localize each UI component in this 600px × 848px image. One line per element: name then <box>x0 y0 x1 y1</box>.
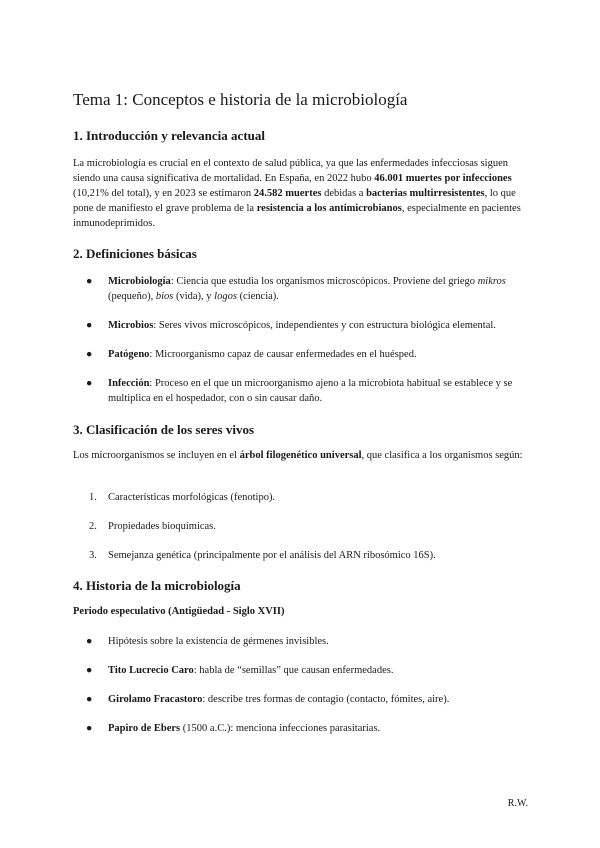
text-run: (vida), y <box>173 291 215 302</box>
section-3-heading: 3. Clasificación de los seres vivos <box>73 422 255 437</box>
text-run: (1500 a.C.): menciona infecciones parasitarias. <box>180 723 381 734</box>
text-run: (pequeño), <box>108 291 156 302</box>
text-run: , que clasifica a los organismos según: <box>361 450 523 461</box>
bold-run: bacterias multirresistentes <box>366 188 485 199</box>
page-footer-initials: R.W. <box>507 798 528 809</box>
section-1-paragraph <box>73 156 528 231</box>
text-run: : describe tres formas de contagio (contacto, fómites, aire). <box>202 694 450 705</box>
text-run: (10,21% del total), y en 2023 se estimaron <box>73 188 254 199</box>
section-3-paragraph <box>73 448 528 463</box>
section-2-heading: 2. Definiciones básicas <box>73 246 197 261</box>
bullet-icon: ● <box>86 636 93 647</box>
section-4-subheading: Periodo especulativo (Antigüedad - Siglo XVII) <box>73 606 285 617</box>
bullet-icon: ● <box>86 723 93 734</box>
term: Papiro de Ebers <box>108 723 181 734</box>
item-number: 1. <box>89 492 97 503</box>
history-text <box>108 721 533 736</box>
text-run: : Proceso en el que un microorganismo ajeno a la microbiota habitual se establece y se multiplica en el hospedador, con o sin causar daño. <box>108 378 513 404</box>
bold-run: resistencia a los antimicrobianos <box>256 203 402 214</box>
item-text: Características morfológicas (fenotipo). <box>108 492 276 503</box>
italic-run: bios <box>155 291 174 302</box>
bold-run: 24.582 muertes <box>253 188 322 199</box>
text-run: : Microorganismo capaz de causar enfermedades en el huésped. <box>149 349 417 360</box>
definition-text <box>108 376 533 406</box>
term: Microbios <box>108 320 154 331</box>
bullet-icon: ● <box>86 276 93 287</box>
bold-run: árbol filogenético universal <box>239 450 362 461</box>
term: Patógeno <box>108 349 150 360</box>
bold-run: 46.001 muertes por infecciones <box>374 173 512 184</box>
term: Microbiología <box>108 276 171 287</box>
text-run: : Seres vivos microscópicos, independientes y con estructura biológica elemental. <box>153 320 496 331</box>
bullet-icon: ● <box>86 694 93 705</box>
text-run: , especialmente en pacientes inmunodeprimidos. <box>73 203 521 229</box>
text-run: La microbiología es crucial en el contexto de salud pública, ya que las enfermedades infecciosas siguen siendo una causa significativa de mortalidad. En España, en 2022 hubo <box>73 158 509 184</box>
text-run: : Ciencia que estudia los organismos microscópicos. Proviene del griego <box>170 276 478 287</box>
definition-text <box>108 318 533 333</box>
term: Girolamo Fracastoro <box>108 694 203 705</box>
section-4-heading: 4. Historia de la microbiología <box>73 578 241 593</box>
text-run: Los microorganismos se incluyen en el <box>73 450 240 461</box>
history-text <box>108 692 533 707</box>
definition-text <box>108 347 533 362</box>
text-run: (ciencia). <box>236 291 279 302</box>
bullet-icon: ● <box>86 349 93 360</box>
definition-text <box>108 274 533 304</box>
item-text: Semejanza genética (principalmente por el análisis del ARN ribosómico 16S). <box>108 550 436 561</box>
text-run: , lo que pone de manifiesto el grave problema de la <box>73 188 516 214</box>
section-1-heading: 1. Introducción y relevancia actual <box>73 128 265 143</box>
item-number: 3. <box>89 550 97 561</box>
italic-run: logos <box>214 291 237 302</box>
history-text: Hipótesis sobre la existencia de gérmenes invisibles. <box>108 636 329 647</box>
item-number: 2. <box>89 521 97 532</box>
item-text: Propiedades bioquímicas. <box>108 521 216 532</box>
italic-run: mikros <box>477 276 506 287</box>
bullet-icon: ● <box>86 378 93 389</box>
term: Tito Lucrecio Caro <box>108 665 194 676</box>
history-text <box>108 663 533 678</box>
page-title: Tema 1: Conceptos e historia de la microbiología <box>73 90 408 109</box>
term: Infección <box>108 378 150 389</box>
text-run: debidas a <box>321 188 367 199</box>
text-run: : habla de “semillas” que causan enfermedades. <box>193 665 394 676</box>
bullet-icon: ● <box>86 665 93 676</box>
bullet-icon: ● <box>86 320 93 331</box>
